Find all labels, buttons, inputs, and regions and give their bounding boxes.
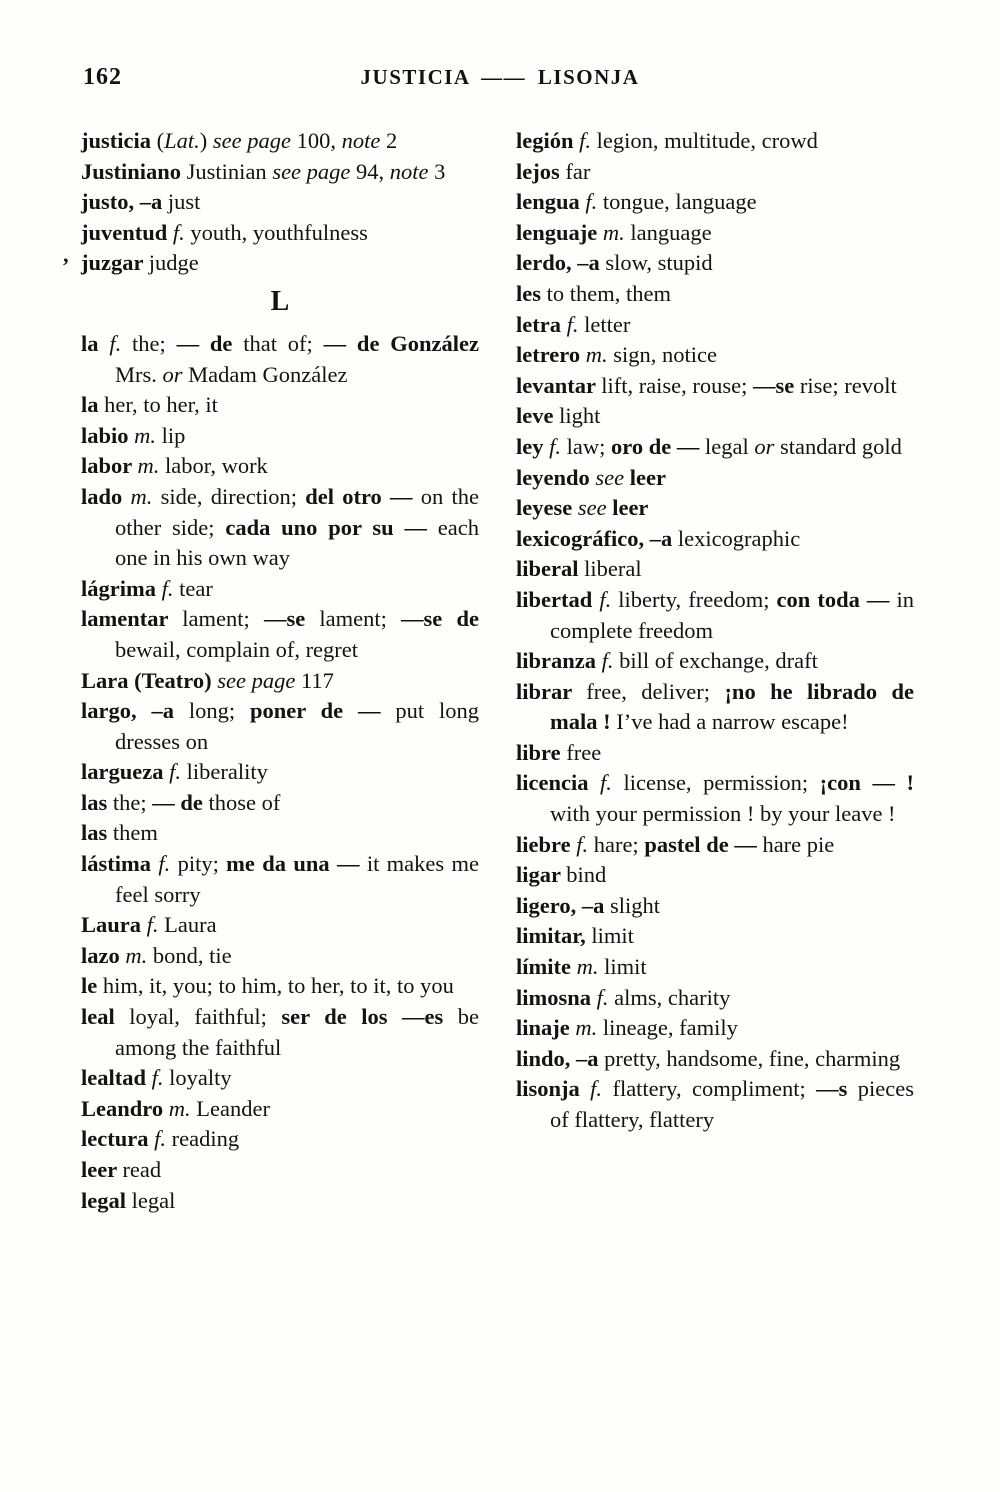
dictionary-entry bbox=[516, 768, 914, 829]
italic-marker: m. bbox=[168, 1095, 197, 1121]
definition-text: hare pie bbox=[762, 831, 835, 857]
definition-text: Madam González bbox=[188, 361, 348, 387]
headword: limitar, bbox=[516, 923, 592, 949]
headword: librar bbox=[516, 678, 587, 704]
italic-marker: note bbox=[341, 128, 386, 153]
dictionary-entry bbox=[81, 187, 479, 218]
definition-text: ) bbox=[199, 128, 213, 153]
definition-text: alms, charity bbox=[614, 984, 731, 1010]
headword: lado bbox=[81, 483, 131, 509]
headword: largueza bbox=[81, 759, 170, 785]
bold-phrase: leer bbox=[612, 495, 649, 521]
dictionary-entry bbox=[81, 1124, 479, 1155]
dictionary-entry bbox=[81, 1186, 479, 1217]
italic-marker: f. bbox=[161, 575, 180, 601]
italic-marker: f. bbox=[172, 219, 191, 245]
italic-marker: m. bbox=[576, 954, 605, 980]
definition-text: standard gold bbox=[779, 433, 902, 459]
headword: legal bbox=[81, 1187, 132, 1213]
entry-list-right bbox=[516, 126, 914, 1136]
dictionary-entry bbox=[516, 677, 914, 738]
bold-phrase: —se bbox=[753, 372, 800, 398]
definition-text: lament; bbox=[182, 606, 264, 632]
italic-marker: see page bbox=[212, 128, 297, 153]
definition-text: legal bbox=[704, 433, 755, 459]
headword: la bbox=[81, 392, 105, 418]
italic-marker: or bbox=[162, 361, 189, 387]
definition-text: it makes me feel sorry bbox=[115, 851, 479, 907]
entry-list-left bbox=[81, 329, 479, 1216]
text-columns bbox=[62, 126, 914, 1216]
definition-text: letter bbox=[584, 311, 631, 337]
headword: lamentar bbox=[81, 606, 183, 632]
definition-text: Leander bbox=[196, 1095, 270, 1121]
definition-text: put long dresses on bbox=[115, 698, 479, 754]
definition-text: tongue, language bbox=[602, 189, 757, 215]
definition-text: free bbox=[566, 739, 602, 765]
dictionary-entry bbox=[516, 524, 914, 555]
dictionary-entry bbox=[81, 849, 479, 910]
bold-phrase: —se bbox=[263, 606, 320, 632]
headword: le bbox=[81, 973, 103, 999]
section-letter-heading: L bbox=[270, 285, 290, 317]
definition-text: those of bbox=[208, 789, 281, 815]
headword: leyese bbox=[516, 495, 578, 521]
definition-text: ( bbox=[156, 128, 165, 153]
definition-text: language bbox=[630, 219, 712, 245]
definition-text: bond, tie bbox=[152, 942, 232, 968]
left-column bbox=[62, 126, 480, 1216]
italic-marker: f. bbox=[600, 770, 624, 796]
headword: libranza bbox=[516, 648, 602, 674]
definition-text: them bbox=[112, 820, 158, 846]
headword: leyendo bbox=[516, 464, 596, 490]
dictionary-entry bbox=[81, 1063, 479, 1094]
dictionary-entry bbox=[516, 218, 914, 249]
headword: juventud bbox=[81, 219, 173, 245]
bold-phrase: poner de — bbox=[249, 698, 396, 724]
definition-text: her, to her, it bbox=[104, 392, 218, 418]
definition-text: youth, youthfulness bbox=[190, 219, 368, 245]
bold-phrase: del otro — bbox=[305, 483, 421, 509]
headword: Justiniano bbox=[81, 158, 187, 184]
definition-text: slow, stupid bbox=[605, 250, 713, 276]
definition-text: Mrs. bbox=[115, 361, 163, 387]
headword: lenguaje bbox=[516, 219, 603, 245]
dictionary-entry bbox=[516, 126, 914, 157]
dictionary-entry bbox=[516, 921, 914, 952]
dictionary-entry bbox=[81, 1155, 479, 1186]
definition-text: Laura bbox=[164, 912, 217, 938]
definition-text: license, permission; bbox=[623, 770, 820, 796]
definition-text: limit bbox=[591, 923, 634, 949]
definition-text: bewail, complain of, regret bbox=[115, 636, 359, 662]
italic-marker: f. bbox=[601, 648, 620, 674]
definition-text: far bbox=[565, 158, 591, 184]
definition-text: him, it, you; to him, to her, to it, to you bbox=[102, 973, 454, 999]
definition-text: loyal, faithful; bbox=[129, 1004, 282, 1030]
definition-text: lip bbox=[161, 422, 186, 448]
headword: lerdo, –a bbox=[516, 250, 606, 276]
italic-marker: f. bbox=[158, 851, 178, 877]
headword: lejos bbox=[516, 158, 566, 184]
headword: límite bbox=[516, 954, 577, 980]
dictionary-entry bbox=[516, 1074, 914, 1135]
dictionary-entry bbox=[516, 157, 914, 188]
bold-phrase: cada uno por su — bbox=[225, 514, 438, 540]
dictionary-entry bbox=[516, 187, 914, 218]
italic-marker: see bbox=[595, 464, 630, 490]
bold-phrase: con toda — bbox=[776, 586, 897, 612]
headword: libre bbox=[516, 739, 567, 765]
headword: Lara (Teatro) bbox=[81, 667, 218, 693]
definition-text: I’ve had a narrow escape! bbox=[616, 709, 849, 735]
italic-marker: f. bbox=[109, 330, 133, 356]
dictionary-entry bbox=[81, 218, 479, 249]
definition-text: on the other side; bbox=[115, 483, 480, 540]
bold-phrase: ¡no he librado de mala ! bbox=[550, 678, 914, 735]
definition-text: law; bbox=[566, 433, 612, 459]
definition-text: hare; bbox=[593, 831, 645, 857]
headword: ligero, –a bbox=[516, 892, 610, 918]
italic-marker: see page bbox=[272, 158, 357, 184]
definition-text: side, direction; bbox=[160, 483, 306, 509]
headword: libertad bbox=[516, 586, 600, 612]
entry-list-top bbox=[62, 126, 479, 279]
dictionary-entry bbox=[81, 818, 479, 849]
italic-marker: note bbox=[389, 158, 435, 184]
headword: juzgar bbox=[81, 250, 149, 276]
definition-text: liberty, freedom; bbox=[618, 586, 777, 612]
definition-text: slight bbox=[609, 892, 660, 918]
headword: leer bbox=[81, 1157, 123, 1182]
headword: lástima bbox=[81, 851, 159, 877]
definition-text: pity; bbox=[177, 851, 227, 877]
definition-text: the; bbox=[112, 789, 153, 815]
italic-marker: f. bbox=[566, 311, 585, 337]
bold-phrase: oro de — bbox=[611, 433, 705, 459]
italic-marker: m. bbox=[137, 453, 165, 479]
italic-marker: m. bbox=[602, 219, 631, 245]
italic-marker: f. bbox=[576, 831, 594, 857]
italic-marker: m. bbox=[134, 422, 162, 448]
headword: lisonja bbox=[516, 1076, 591, 1102]
headword: lindo, –a bbox=[516, 1045, 605, 1071]
bold-phrase: —se de bbox=[401, 606, 479, 632]
dictionary-entry bbox=[516, 371, 914, 402]
dictionary-entry bbox=[81, 1094, 479, 1125]
italic-marker: m. bbox=[130, 483, 161, 509]
headword: lectura bbox=[81, 1126, 155, 1152]
headword: levantar bbox=[516, 372, 602, 398]
italic-marker: f. bbox=[549, 433, 567, 459]
headword: Laura bbox=[81, 912, 147, 938]
dictionary-entry bbox=[516, 554, 914, 585]
dictionary-entry bbox=[62, 248, 479, 279]
dictionary-entry bbox=[516, 432, 914, 463]
headword: lealtad bbox=[81, 1065, 152, 1091]
dictionary-entry bbox=[81, 329, 479, 390]
definition-text: legion, multitude, crowd bbox=[596, 128, 818, 153]
definition-text: in complete freedom bbox=[550, 586, 914, 643]
dictionary-entry bbox=[516, 1013, 914, 1044]
definition-text: liberality bbox=[186, 759, 268, 785]
dictionary-entry bbox=[516, 891, 914, 922]
dictionary-entry bbox=[516, 860, 914, 891]
dictionary-entry bbox=[81, 910, 479, 941]
definition-text: judge bbox=[148, 250, 199, 276]
headword: linaje bbox=[516, 1015, 576, 1041]
definition-text: 100, bbox=[296, 128, 342, 153]
definition-text: loyalty bbox=[169, 1065, 232, 1091]
definition-text: rise; revolt bbox=[799, 372, 897, 398]
page-header bbox=[0, 62, 1000, 96]
dictionary-entry bbox=[81, 157, 479, 188]
definition-text: free, deliver; bbox=[586, 678, 725, 704]
italic-marker: or bbox=[754, 433, 780, 459]
definition-text: 2 bbox=[385, 128, 398, 153]
dictionary-entry bbox=[81, 941, 479, 972]
dictionary-entry bbox=[516, 830, 914, 861]
dictionary-entry bbox=[81, 757, 479, 788]
definition-text: 117 bbox=[300, 667, 334, 693]
dictionary-entry bbox=[516, 401, 914, 432]
dictionary-entry bbox=[516, 983, 914, 1014]
italic-marker: m. bbox=[125, 942, 153, 968]
bold-phrase: ¡con — ! bbox=[819, 770, 914, 796]
headword: largo, –a bbox=[81, 698, 189, 724]
definition-text: long; bbox=[188, 698, 250, 724]
italic-marker: Lat. bbox=[164, 128, 200, 153]
bold-phrase: leer bbox=[629, 464, 666, 490]
italic-marker: f. bbox=[585, 189, 603, 215]
bold-phrase: —s bbox=[816, 1076, 858, 1102]
definition-text: tear bbox=[179, 575, 213, 601]
definition-text: 3 bbox=[434, 158, 446, 184]
definition-text: light bbox=[559, 403, 601, 429]
italic-marker: m. bbox=[575, 1015, 603, 1041]
bold-phrase: pastel de — bbox=[644, 831, 763, 857]
headword: justicia bbox=[81, 128, 157, 153]
definition-text: lift, raise, rouse; bbox=[601, 372, 754, 398]
dictionary-entry bbox=[81, 1002, 479, 1063]
dictionary-entry bbox=[516, 493, 914, 524]
definition-text: just bbox=[167, 189, 201, 215]
dictionary-entry bbox=[81, 390, 479, 421]
headword: liebre bbox=[516, 831, 577, 857]
headword: justo, –a bbox=[81, 189, 168, 215]
definition-text: lexicographic bbox=[677, 525, 801, 551]
italic-marker: f. bbox=[579, 128, 597, 153]
bold-phrase: — de bbox=[176, 330, 244, 356]
headword: letra bbox=[516, 311, 567, 337]
page-number: 162 bbox=[83, 64, 122, 90]
definition-text: the; bbox=[132, 330, 177, 356]
headword: limosna bbox=[516, 984, 597, 1010]
italic-marker: f. bbox=[154, 1126, 172, 1152]
bold-phrase: me da una — bbox=[226, 851, 367, 877]
headword: licencia bbox=[516, 770, 601, 796]
italic-marker: see page bbox=[217, 667, 301, 693]
dictionary-entry bbox=[81, 788, 479, 819]
dictionary-entry bbox=[516, 248, 914, 279]
italic-marker: see bbox=[577, 495, 613, 521]
headword: leve bbox=[516, 403, 560, 429]
definition-text: to them, them bbox=[546, 280, 671, 306]
definition-text: reading bbox=[171, 1126, 240, 1152]
dictionary-entry bbox=[81, 451, 479, 482]
headword: lágrima bbox=[81, 575, 162, 601]
headword: Leandro bbox=[81, 1095, 169, 1121]
dictionary-entry bbox=[516, 952, 914, 983]
running-header: JUSTICIA —— LISONJA bbox=[360, 65, 640, 89]
dictionary-entry bbox=[81, 696, 479, 757]
headword: lengua bbox=[516, 189, 586, 215]
headword: las bbox=[81, 789, 113, 815]
headword: labio bbox=[81, 422, 135, 448]
dictionary-entry bbox=[81, 604, 479, 665]
headword: lazo bbox=[81, 942, 126, 968]
margin-mark: ’ bbox=[62, 253, 70, 279]
definition-text: pretty, handsome, fine, charming bbox=[604, 1045, 901, 1071]
definition-text: bill of exchange, draft bbox=[619, 648, 818, 674]
definition-text: that of; bbox=[243, 330, 324, 356]
italic-marker: f. bbox=[599, 586, 619, 612]
headword: lexicográfico, –a bbox=[516, 525, 678, 551]
definition-text: labor, work bbox=[164, 453, 268, 479]
definition-text: with your permission ! by your leave ! bbox=[550, 801, 896, 827]
dictionary-entry bbox=[516, 463, 914, 494]
bold-phrase: — de bbox=[152, 789, 209, 815]
definition-text: read bbox=[122, 1157, 162, 1182]
headword: labor bbox=[81, 453, 138, 479]
italic-marker: f. bbox=[596, 984, 615, 1010]
definition-text: each one in his own way bbox=[115, 514, 479, 571]
dictionary-entry bbox=[81, 574, 479, 605]
dictionary-entry bbox=[81, 971, 479, 1002]
definition-text: be among the faithful bbox=[115, 1004, 480, 1060]
dictionary-entry bbox=[516, 340, 914, 371]
headword: ligar bbox=[516, 862, 567, 888]
definition-text: sign, notice bbox=[613, 342, 717, 368]
headword: legión bbox=[516, 128, 580, 153]
headword: les bbox=[516, 280, 547, 306]
definition-text: limit bbox=[604, 954, 647, 980]
italic-marker: f. bbox=[590, 1076, 613, 1102]
dictionary-entry bbox=[516, 738, 914, 769]
dictionary-entry bbox=[516, 1044, 914, 1075]
dictionary-entry bbox=[81, 126, 479, 157]
italic-marker: f. bbox=[169, 759, 187, 785]
italic-marker: m. bbox=[585, 342, 614, 368]
definition-text: 94, bbox=[356, 158, 390, 184]
dictionary-entry bbox=[516, 279, 914, 310]
definition-text: legal bbox=[131, 1187, 176, 1213]
italic-marker: f. bbox=[146, 912, 165, 938]
headword: las bbox=[81, 820, 113, 846]
definition-text: flattery, compliment; bbox=[612, 1076, 817, 1102]
headword: liberal bbox=[516, 556, 585, 582]
italic-marker: f. bbox=[151, 1065, 170, 1091]
dictionary-entry bbox=[516, 585, 914, 646]
dictionary-entry bbox=[81, 482, 479, 574]
definition-text: bind bbox=[566, 862, 607, 888]
definition-text: liberal bbox=[584, 556, 642, 582]
definition-text: Justinian bbox=[186, 158, 273, 184]
headword: letrero bbox=[516, 342, 586, 368]
dictionary-entry bbox=[516, 310, 914, 341]
dictionary-entry bbox=[81, 421, 479, 452]
headword: leal bbox=[81, 1004, 130, 1030]
dictionary-entry bbox=[516, 646, 914, 677]
definition-text: lineage, family bbox=[602, 1015, 738, 1041]
headword: ley bbox=[516, 433, 550, 459]
dictionary-entry bbox=[81, 666, 479, 697]
bold-phrase: ser de los —es bbox=[281, 1004, 458, 1030]
bold-phrase: — de González bbox=[323, 330, 479, 356]
right-column bbox=[516, 126, 914, 1216]
headword: la bbox=[81, 330, 110, 356]
definition-text: lament; bbox=[319, 606, 402, 632]
definition-text: pieces of flattery, flattery bbox=[550, 1076, 914, 1132]
